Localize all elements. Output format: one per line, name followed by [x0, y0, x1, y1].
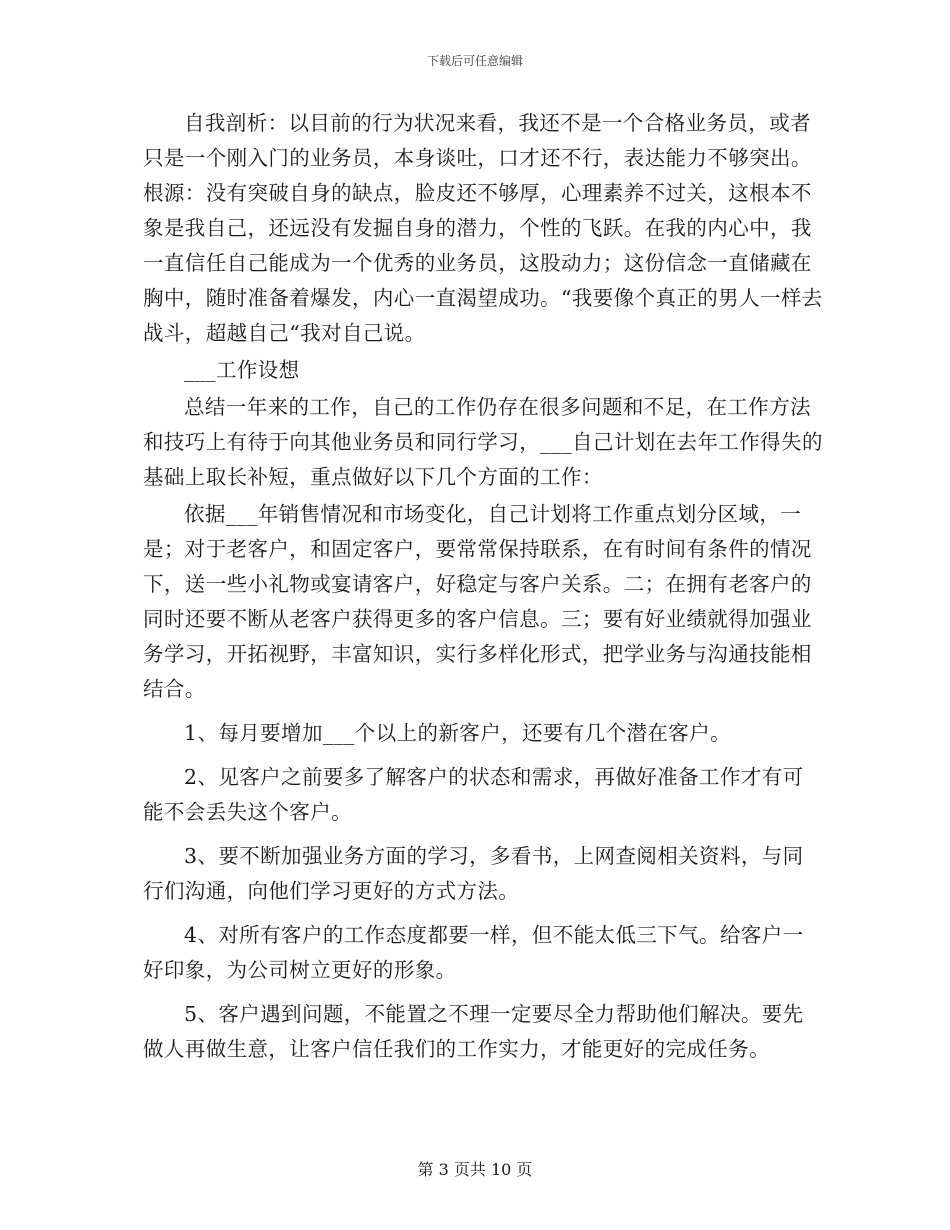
- paragraph-self-analysis: 自我剖析：以目前的行为状况来看，我还不是一个合格业务员，或者只是一个刚入门的业务员，本身谈吐，口才还不行，表达能力不够突出。根源：没有突破自身的缺点，脸皮还不够厚，心理素养不过关，这根本不象是我自己，还远没有发掘自身的潜力，个性的飞跃。在我的内心中，我一直信任自己能成为一个优秀的业务员，这股动力；这份信念一直储藏在胸中，随时准备着爆发，内心一直渴望成功。“我要像个真正的男人一样去战斗，超越自己“我对自己说。: [143, 111, 823, 345]
- page-header-note: 下载后可任意编辑: [426, 54, 523, 68]
- list-item-2: 2、见客户之前要多了解客户的状态和需求，再做好准备工作才有可能不会丢失这个客户。: [143, 765, 804, 824]
- paragraph-regional-plan: 依据___年销售情况和市场变化，自己计划将工作重点划分区域，一是；对于老客户，和固定客户，要常常保持联系，在有时间有条件的情况下，送一些小礼物或宴请客户，好稳定与客户关系。二；在拥有老客户的同时还要不断从老客户获得更多的客户信息。三；要有好业绩就得加强业务学习，开拓视野，丰富知识，实行多样化形式，把学业务与沟通技能相结合。: [143, 502, 812, 701]
- list-item-4: 4、对所有客户的工作态度都要一样，但不能太低三下气。给客户一好印象，为公司树立更好的形象。: [143, 923, 804, 982]
- list-item-5: 5、客户遇到问题，不能置之不理一定要尽全力帮助他们解决。要先做人再做生意，让客户信任我们的工作实力，才能更好的完成任务。: [143, 1002, 804, 1061]
- page-number: 第 3 页共 10 页: [417, 1160, 533, 1179]
- section-heading-work-plan: ___工作设想: [184, 358, 300, 382]
- paragraph-summary: 总结一年来的工作，自己的工作仍存在很多问题和不足，在工作方法和技巧上有待于向其他业务员和同行学习，___自己计划在去年工作得失的基础上取长补短，重点做好以下几个方面的工作：: [143, 395, 823, 489]
- list-item-3: 3、要不断加强业务方面的学习，多看书，上网查阅相关资料，与同行们沟通，向他们学习更好的方式方法。: [143, 844, 804, 903]
- list-item-1: 1、每月要增加___个以上的新客户，还要有几个潜在客户。: [184, 721, 731, 745]
- document-body: [143, 106, 823, 1067]
